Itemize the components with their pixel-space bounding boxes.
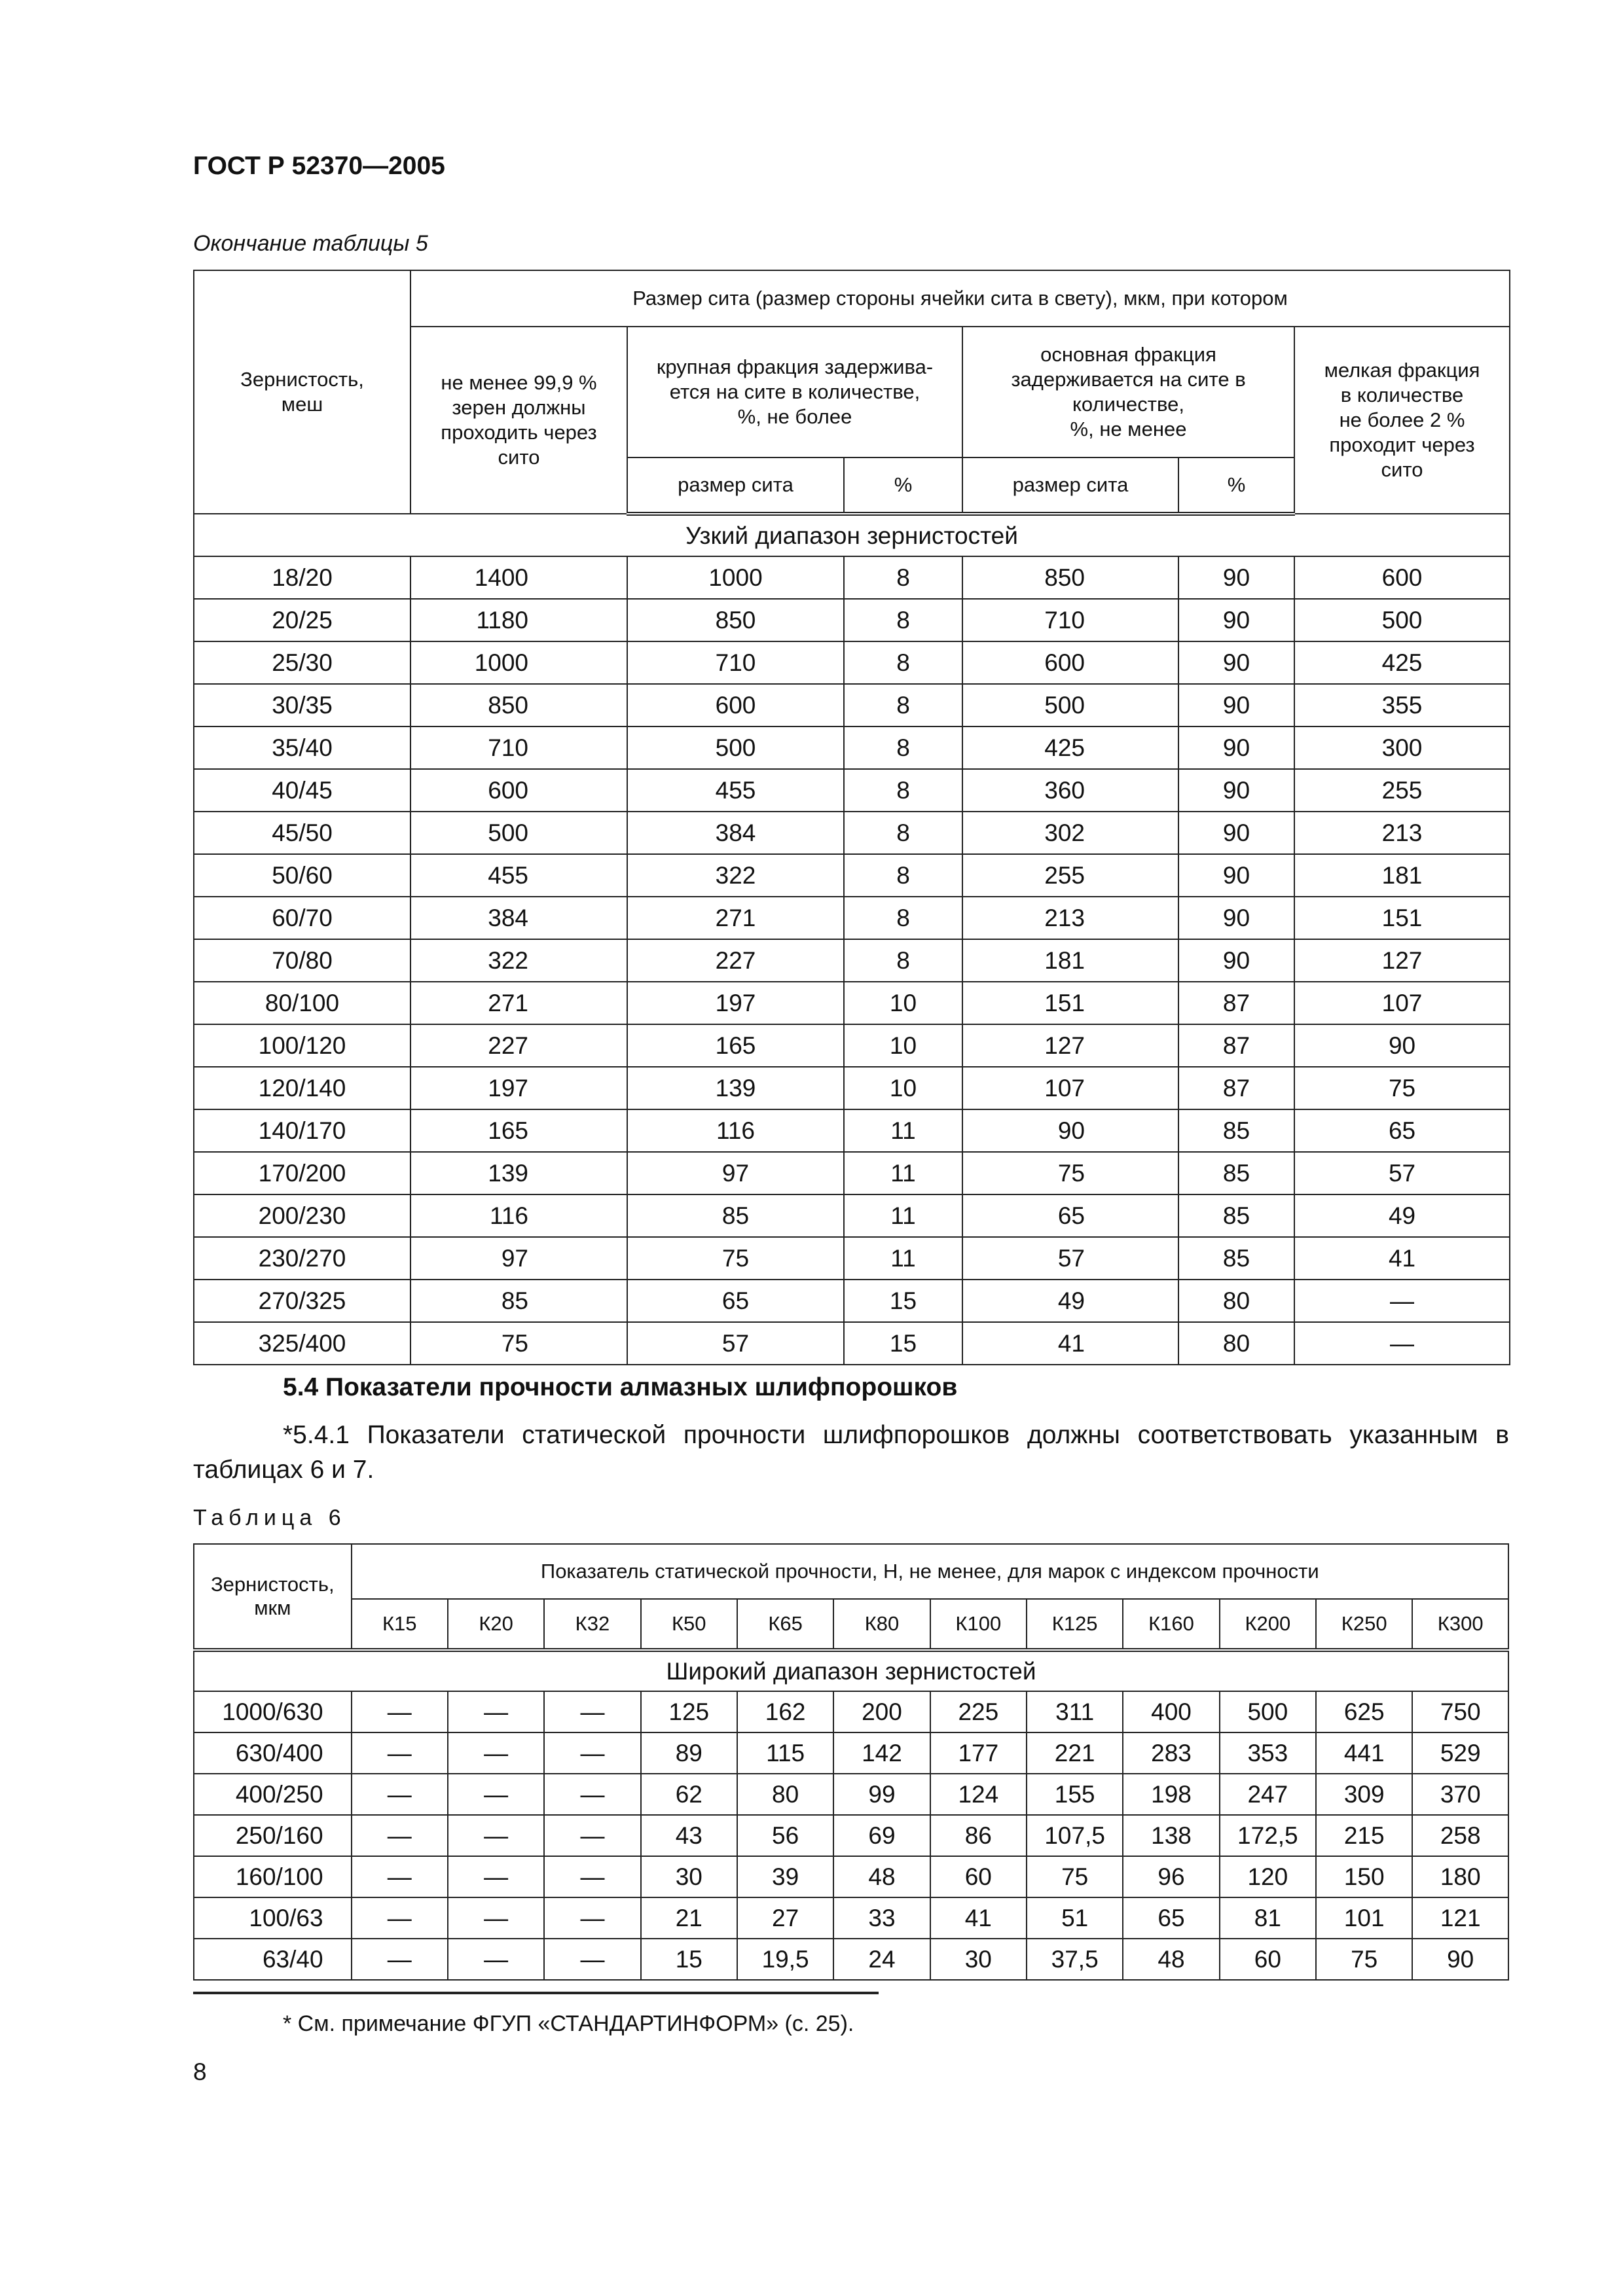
table-cell: 10	[844, 982, 962, 1024]
table-cell: 65	[962, 1194, 1178, 1237]
t5-header-pass: не менее 99,9 % зерен должны проходить через сито	[410, 327, 627, 514]
t6-grade-header: К250	[1316, 1599, 1412, 1650]
table-cell: 142	[833, 1732, 930, 1774]
table-cell: 139	[627, 1067, 844, 1109]
table-cell: 151	[1294, 897, 1510, 939]
table-cell: 85	[1178, 1237, 1294, 1280]
table-cell: 150	[1316, 1856, 1412, 1897]
t6-grades-row	[194, 1599, 1508, 1650]
t6-header-grain: Зернистость, мкм	[194, 1544, 352, 1650]
t6-grade-header: К100	[930, 1599, 1027, 1650]
table-cell: 65	[1294, 1109, 1510, 1152]
table-cell: 87	[1178, 1024, 1294, 1067]
table-cell: 325/400	[194, 1322, 410, 1365]
table-row	[194, 1815, 1508, 1856]
table-cell: 124	[930, 1774, 1027, 1815]
table-cell: 30	[930, 1939, 1027, 1980]
table-cell: —	[544, 1939, 640, 1980]
table-cell: 355	[1294, 684, 1510, 726]
table-cell: 89	[641, 1732, 737, 1774]
t6-grade-header: К125	[1027, 1599, 1123, 1650]
table-cell: 116	[410, 1194, 627, 1237]
table-cell: 850	[627, 599, 844, 641]
table-cell: —	[448, 1815, 544, 1856]
page-number: 8	[193, 2058, 207, 2085]
table-cell: 1000	[410, 641, 627, 684]
table6	[193, 1543, 1509, 1981]
table-cell: 90	[1178, 854, 1294, 897]
table5-caption: Окончание таблицы 5	[193, 231, 428, 256]
table-cell: 8	[844, 684, 962, 726]
table-cell: 225	[930, 1691, 1027, 1732]
table-cell: 500	[410, 812, 627, 854]
table-cell: 70/80	[194, 939, 410, 982]
table-cell: 41	[930, 1897, 1027, 1939]
table-cell: 8	[844, 812, 962, 854]
table-cell: 81	[1220, 1897, 1316, 1939]
table-cell: 271	[410, 982, 627, 1024]
table-cell: 1180	[410, 599, 627, 641]
table-cell: 62	[641, 1774, 737, 1815]
table-cell: 500	[627, 726, 844, 769]
table-cell: 18/20	[194, 556, 410, 599]
t6-grade-header: К15	[352, 1599, 448, 1650]
table-cell: 177	[930, 1732, 1027, 1774]
table6-caption: Таблица 6	[193, 1505, 346, 1530]
table-cell: 139	[410, 1152, 627, 1194]
table-cell: 120	[1220, 1856, 1316, 1897]
table-cell: 48	[833, 1856, 930, 1897]
table-row	[194, 1691, 1508, 1732]
table-cell: 271	[627, 897, 844, 939]
table-cell: 80	[1178, 1322, 1294, 1365]
table-cell: 24	[833, 1939, 930, 1980]
t6-grade-header: К300	[1412, 1599, 1508, 1650]
table-cell: 85	[1178, 1109, 1294, 1152]
table-cell: 227	[410, 1024, 627, 1067]
table-cell: —	[448, 1774, 544, 1815]
table-cell: 85	[1178, 1152, 1294, 1194]
table-cell: 60	[1220, 1939, 1316, 1980]
t5-header-main: основная фракция задерживается на сите в количестве, %, не менее	[962, 327, 1294, 457]
table-cell: 30	[641, 1856, 737, 1897]
table-cell: 600	[627, 684, 844, 726]
table-cell: 625	[1316, 1691, 1412, 1732]
section-paragraph: *5.4.1 Показатели статической прочности шлифпорошков должны соответствовать указанным в таблицах 6 и 7.	[193, 1421, 1509, 1484]
table-cell: 90	[1294, 1024, 1510, 1067]
table-cell: 270/325	[194, 1280, 410, 1322]
table-cell: —	[1294, 1322, 1510, 1365]
table-cell: 360	[962, 769, 1178, 812]
table-cell: 198	[1123, 1774, 1219, 1815]
t6-grade-header: К200	[1220, 1599, 1316, 1650]
table-cell: —	[352, 1939, 448, 1980]
table-cell: 50/60	[194, 854, 410, 897]
t5-header-main-size: размер сита	[962, 457, 1178, 514]
t6-grade-header: К65	[737, 1599, 833, 1650]
table-cell: 107	[962, 1067, 1178, 1109]
table-cell: 172,5	[1220, 1815, 1316, 1856]
table-cell: 255	[1294, 769, 1510, 812]
table-cell: —	[352, 1732, 448, 1774]
table-cell: 57	[627, 1322, 844, 1365]
table-cell: 85	[1178, 1194, 1294, 1237]
table-cell: 170/200	[194, 1152, 410, 1194]
table-cell: 247	[1220, 1774, 1316, 1815]
table-cell: 75	[1316, 1939, 1412, 1980]
table-cell: 127	[1294, 939, 1510, 982]
table-cell: 57	[962, 1237, 1178, 1280]
t5-header-fine: мелкая фракция в количестве не более 2 % проходит через сито	[1294, 327, 1510, 514]
table-cell: 120/140	[194, 1067, 410, 1109]
table-cell: 500	[1294, 599, 1510, 641]
table-row	[194, 684, 1510, 726]
table-cell: 90	[1178, 769, 1294, 812]
table-row	[194, 1322, 1510, 1365]
table-cell: 600	[962, 641, 1178, 684]
table-cell: 116	[627, 1109, 844, 1152]
table-cell: 90	[1178, 897, 1294, 939]
table-cell: —	[544, 1774, 640, 1815]
table-cell: 43	[641, 1815, 737, 1856]
table-cell: 90	[1178, 599, 1294, 641]
table-cell: 11	[844, 1152, 962, 1194]
table-cell: 425	[1294, 641, 1510, 684]
table-cell: 60	[930, 1856, 1027, 1897]
table-cell: 75	[1294, 1067, 1510, 1109]
table-cell: 96	[1123, 1856, 1219, 1897]
table-cell: 15	[844, 1280, 962, 1322]
table-cell: 213	[962, 897, 1178, 939]
table-cell: 370	[1412, 1774, 1508, 1815]
table-cell: —	[544, 1856, 640, 1897]
t5-header-grain: Зернистость, меш	[194, 270, 410, 514]
table-row	[194, 1237, 1510, 1280]
table-cell: 309	[1316, 1774, 1412, 1815]
t6-grade-header: К80	[833, 1599, 930, 1650]
t5-header-sieve-group: Размер сита (размер стороны ячейки сита в свету), мкм, при котором	[410, 270, 1510, 327]
table-row	[194, 1897, 1508, 1939]
table-cell: 49	[962, 1280, 1178, 1322]
table-cell: 90	[962, 1109, 1178, 1152]
table-cell: 19,5	[737, 1939, 833, 1980]
table-cell: 90	[1178, 641, 1294, 684]
table-cell: 45/50	[194, 812, 410, 854]
table-cell: 181	[962, 939, 1178, 982]
table-cell: 57	[1294, 1152, 1510, 1194]
table-cell: —	[352, 1815, 448, 1856]
table-cell: 87	[1178, 982, 1294, 1024]
table-cell: 49	[1294, 1194, 1510, 1237]
table-row	[194, 599, 1510, 641]
table-cell: 60/70	[194, 897, 410, 939]
table-cell: 65	[627, 1280, 844, 1322]
table-cell: 80	[737, 1774, 833, 1815]
table-row	[194, 1856, 1508, 1897]
t5-section-label: Узкий диапазон зернистостей	[194, 514, 1510, 556]
table-cell: 15	[641, 1939, 737, 1980]
table-cell: 227	[627, 939, 844, 982]
table-cell: 127	[962, 1024, 1178, 1067]
t6-section-label: Широкий диапазон зернистостей	[194, 1650, 1508, 1691]
table-cell: —	[352, 1897, 448, 1939]
table-cell: 8	[844, 641, 962, 684]
table-cell: 27	[737, 1897, 833, 1939]
table-cell: 1400	[410, 556, 627, 599]
footnote-rule	[193, 1992, 879, 1994]
table-cell: 250/160	[194, 1815, 352, 1856]
table-cell: 160/100	[194, 1856, 352, 1897]
table-cell: —	[544, 1732, 640, 1774]
table-cell: 125	[641, 1691, 737, 1732]
table-row	[194, 641, 1510, 684]
t6-grade-header: К32	[544, 1599, 640, 1650]
table-cell: 384	[627, 812, 844, 854]
table-cell: 63/40	[194, 1939, 352, 1980]
table-cell: 8	[844, 854, 962, 897]
table-cell: 100/63	[194, 1897, 352, 1939]
table-row	[194, 1152, 1510, 1194]
table-cell: 35/40	[194, 726, 410, 769]
table-cell: 255	[962, 854, 1178, 897]
table-row	[194, 812, 1510, 854]
table-cell: 850	[410, 684, 627, 726]
table-cell: 140/170	[194, 1109, 410, 1152]
table-cell: 353	[1220, 1732, 1316, 1774]
table-cell: 311	[1027, 1691, 1123, 1732]
table-cell: 710	[627, 641, 844, 684]
t6-grade-header: К20	[448, 1599, 544, 1650]
table5-body	[194, 556, 1510, 1365]
table-cell: 322	[627, 854, 844, 897]
table-cell: 155	[1027, 1774, 1123, 1815]
table-cell: 529	[1412, 1732, 1508, 1774]
table-cell: 302	[962, 812, 1178, 854]
t5-header-coarse-pct: %	[844, 457, 962, 514]
table-cell: 258	[1412, 1815, 1508, 1856]
table-row	[194, 1109, 1510, 1152]
table-cell: 425	[962, 726, 1178, 769]
table-cell: —	[352, 1691, 448, 1732]
table-cell: —	[352, 1856, 448, 1897]
table-cell: 230/270	[194, 1237, 410, 1280]
table-row	[194, 556, 1510, 599]
table-cell: 197	[410, 1067, 627, 1109]
t6-grade-header: К50	[641, 1599, 737, 1650]
table-cell: 39	[737, 1856, 833, 1897]
table-row	[194, 769, 1510, 812]
table-cell: 37,5	[1027, 1939, 1123, 1980]
table-cell: 90	[1178, 939, 1294, 982]
table-cell: 80	[1178, 1280, 1294, 1322]
table-cell: 40/45	[194, 769, 410, 812]
table-cell: 221	[1027, 1732, 1123, 1774]
table-row	[194, 982, 1510, 1024]
table-row	[194, 1067, 1510, 1109]
table-cell: —	[448, 1732, 544, 1774]
table-cell: 400/250	[194, 1774, 352, 1815]
table-cell: 283	[1123, 1732, 1219, 1774]
table-cell: 11	[844, 1194, 962, 1237]
table-row	[194, 1774, 1508, 1815]
section-heading: 5.4 Показатели прочности алмазных шлифпорошков	[283, 1373, 958, 1401]
table-cell: 10	[844, 1067, 962, 1109]
table-cell: 90	[1178, 684, 1294, 726]
table-cell: 400	[1123, 1691, 1219, 1732]
table-cell: 20/25	[194, 599, 410, 641]
table-cell: 11	[844, 1237, 962, 1280]
table-cell: 90	[1178, 726, 1294, 769]
table-cell: 80/100	[194, 982, 410, 1024]
table-cell: 75	[410, 1322, 627, 1365]
table-cell: 8	[844, 769, 962, 812]
table-cell: 30/35	[194, 684, 410, 726]
table-cell: —	[448, 1939, 544, 1980]
table-cell: 100/120	[194, 1024, 410, 1067]
table-cell: 8	[844, 897, 962, 939]
table-cell: 384	[410, 897, 627, 939]
table-cell: 455	[627, 769, 844, 812]
table-cell: 86	[930, 1815, 1027, 1856]
table-cell: 11	[844, 1109, 962, 1152]
table-cell: 75	[1027, 1856, 1123, 1897]
table-cell: —	[352, 1774, 448, 1815]
table-cell: 8	[844, 939, 962, 982]
table-cell: —	[544, 1815, 640, 1856]
table-cell: 8	[844, 599, 962, 641]
table-cell: 455	[410, 854, 627, 897]
table-cell: 1000	[627, 556, 844, 599]
table-cell: 107,5	[1027, 1815, 1123, 1856]
table-cell: 441	[1316, 1732, 1412, 1774]
t5-header-coarse-size: размер сита	[627, 457, 844, 514]
footnote: * См. примечание ФГУП «СТАНДАРТИНФОРМ» (с. 25).	[283, 2011, 854, 2036]
table-cell: 300	[1294, 726, 1510, 769]
table-cell: 21	[641, 1897, 737, 1939]
table-row	[194, 939, 1510, 982]
table-cell: 69	[833, 1815, 930, 1856]
table-cell: 41	[962, 1322, 1178, 1365]
table-cell: 850	[962, 556, 1178, 599]
table-cell: 33	[833, 1897, 930, 1939]
table-cell: 65	[1123, 1897, 1219, 1939]
t5-header-main-pct: %	[1178, 457, 1294, 514]
table-row	[194, 726, 1510, 769]
table-cell: 500	[1220, 1691, 1316, 1732]
table5	[193, 270, 1510, 1365]
table-cell: 180	[1412, 1856, 1508, 1897]
table6-body	[194, 1691, 1508, 1980]
table-cell: 25/30	[194, 641, 410, 684]
table-cell: 101	[1316, 1897, 1412, 1939]
table-cell: —	[448, 1691, 544, 1732]
table-cell: —	[544, 1691, 640, 1732]
table-cell: 48	[1123, 1939, 1219, 1980]
table-cell: 97	[410, 1237, 627, 1280]
table-cell: 162	[737, 1691, 833, 1732]
table-cell: 107	[1294, 982, 1510, 1024]
table-cell: —	[448, 1856, 544, 1897]
table-row	[194, 854, 1510, 897]
table-row	[194, 1280, 1510, 1322]
table-cell: 750	[1412, 1691, 1508, 1732]
table-cell: —	[1294, 1280, 1510, 1322]
table-cell: 322	[410, 939, 627, 982]
table-cell: 630/400	[194, 1732, 352, 1774]
table-cell: 90	[1178, 556, 1294, 599]
table-cell: 600	[410, 769, 627, 812]
table-cell: 200/230	[194, 1194, 410, 1237]
table-cell: —	[448, 1897, 544, 1939]
table-row	[194, 1939, 1508, 1980]
table-cell: 75	[962, 1152, 1178, 1194]
table-cell: 165	[627, 1024, 844, 1067]
table-cell: 165	[410, 1109, 627, 1152]
table-cell: —	[544, 1897, 640, 1939]
table-cell: 90	[1412, 1939, 1508, 1980]
table-cell: 8	[844, 556, 962, 599]
table-cell: 500	[962, 684, 1178, 726]
table-cell: 213	[1294, 812, 1510, 854]
table-cell: 138	[1123, 1815, 1219, 1856]
table-cell: 600	[1294, 556, 1510, 599]
table-cell: 99	[833, 1774, 930, 1815]
table-cell: 56	[737, 1815, 833, 1856]
table-cell: 8	[844, 726, 962, 769]
table-cell: 181	[1294, 854, 1510, 897]
table-cell: 90	[1178, 812, 1294, 854]
table-cell: 121	[1412, 1897, 1508, 1939]
table-cell: 87	[1178, 1067, 1294, 1109]
table-cell: 200	[833, 1691, 930, 1732]
table-cell: 1000/630	[194, 1691, 352, 1732]
t6-grade-header: К160	[1123, 1599, 1219, 1650]
document-header: ГОСТ Р 52370—2005	[193, 152, 445, 180]
table-row	[194, 897, 1510, 939]
table-cell: 85	[627, 1194, 844, 1237]
table-cell: 51	[1027, 1897, 1123, 1939]
table-cell: 710	[962, 599, 1178, 641]
table-row	[194, 1024, 1510, 1067]
table-row	[194, 1194, 1510, 1237]
table-cell: 15	[844, 1322, 962, 1365]
table-cell: 41	[1294, 1237, 1510, 1280]
table-cell: 97	[627, 1152, 844, 1194]
table-cell: 10	[844, 1024, 962, 1067]
table-row	[194, 1732, 1508, 1774]
table-cell: 151	[962, 982, 1178, 1024]
table-cell: 215	[1316, 1815, 1412, 1856]
table-cell: 75	[627, 1237, 844, 1280]
table-cell: 85	[410, 1280, 627, 1322]
table-cell: 115	[737, 1732, 833, 1774]
t5-header-coarse: крупная фракция задержива- ется на сите в количестве, %, не более	[627, 327, 962, 457]
table-cell: 197	[627, 982, 844, 1024]
t6-header-group: Показатель статической прочности, Н, не менее, для марок с индексом прочности	[352, 1544, 1508, 1599]
table-cell: 710	[410, 726, 627, 769]
